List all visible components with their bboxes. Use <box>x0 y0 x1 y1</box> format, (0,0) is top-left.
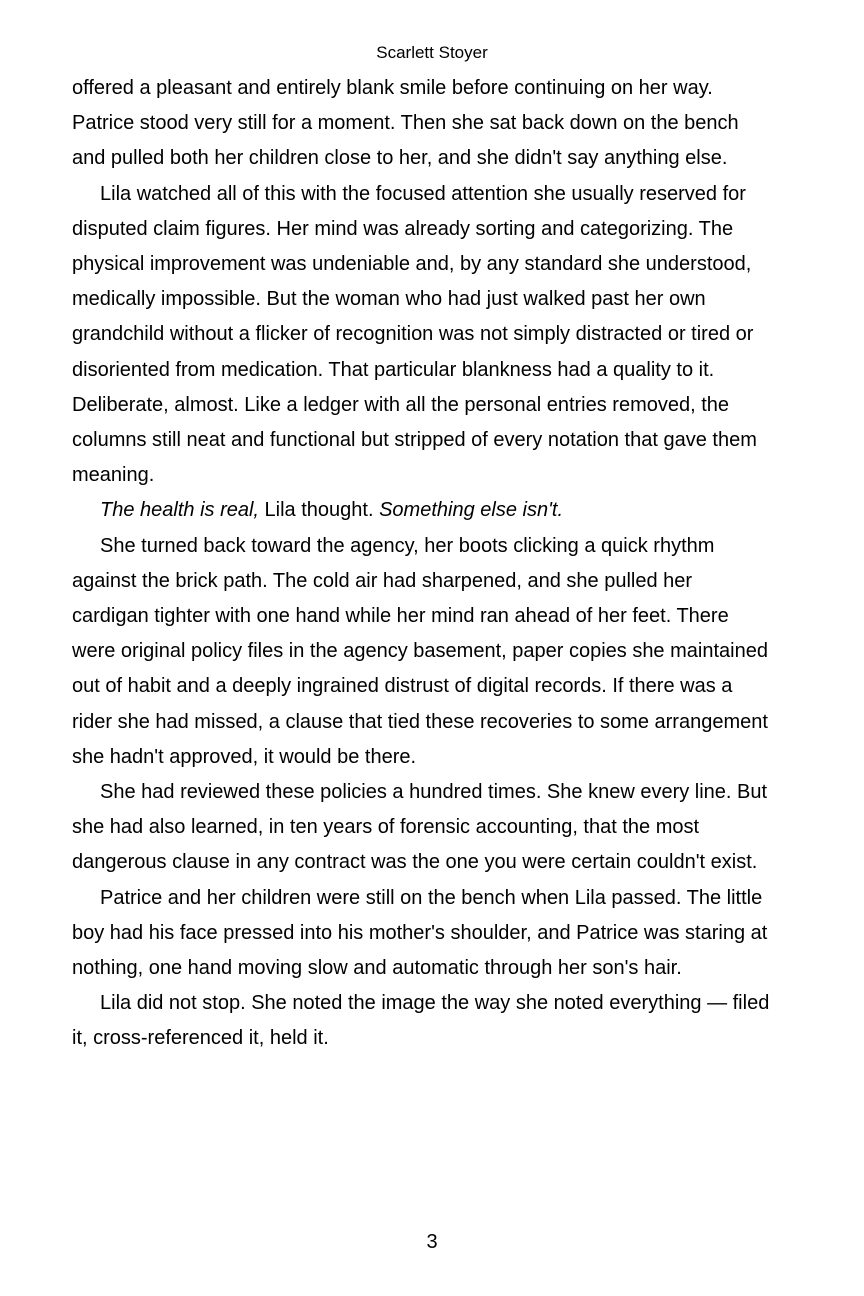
body-text <box>72 71 774 1057</box>
paragraph: She turned back toward the agency, her boots clicking a quick rhythm against the brick path. The cold air had sharpened, and she pulled her cardigan tighter with one hand while her mind ran ahead of her feet. There were original policy files in the agency basement, paper copies she maintained out of habit and a deeply ingrained distrust of digital records. If there was a rider she had missed, a clause that tied these recoveries to some arrangement she hadn't approved, it would be there. <box>72 534 768 768</box>
paragraph: Patrice and her children were still on the bench when Lila passed. The little boy had his face pressed into his mother's shoulder, and Patrice was staring at nothing, one hand moving slow and automatic through her son's hair. <box>72 886 768 980</box>
italic-thought-end: Something else isn't. <box>379 499 563 522</box>
running-header-author: Scarlett Stoyer <box>376 43 488 62</box>
paragraph: Lila did not stop. She noted the image the way she noted everything — filed it, cross-referenced it, held it. <box>72 992 770 1050</box>
italic-thought-start: The health is real, <box>100 499 259 522</box>
paragraph: She had reviewed these policies a hundred times. She knew every line. But she had also learned, in ten years of forensic accounting, that the most dangerous clause in any contract was the one you were certain couldn't exist. <box>72 781 768 874</box>
paragraph-continuation: offered a pleasant and entirely blank smile before continuing on her way. Patrice stood very still for a moment. Then she sat back down on the bench and pulled both her children close to her, and she didn't say anything else. <box>72 77 739 170</box>
thought-attribution: Lila thought. <box>258 499 380 522</box>
page-number: 3 <box>426 1231 438 1253</box>
paragraph-thought <box>72 493 774 528</box>
paragraph: Lila watched all of this with the focused attention she usually reserved for disputed claim figures. Her mind was already sorting and categorizing. The physical improvement was undeniable and, by any standard she understood, medically impossible. But the woman who had just walked past her own grandchild without a flicker of recognition was not simply distracted or tired or disoriented from medication. That particular blankness had a quality to it. Deliberate, almost. Like a ledger with all the personal entries removed, the columns still neat and functional but stripped of every notation that gave them meaning. <box>72 182 757 487</box>
